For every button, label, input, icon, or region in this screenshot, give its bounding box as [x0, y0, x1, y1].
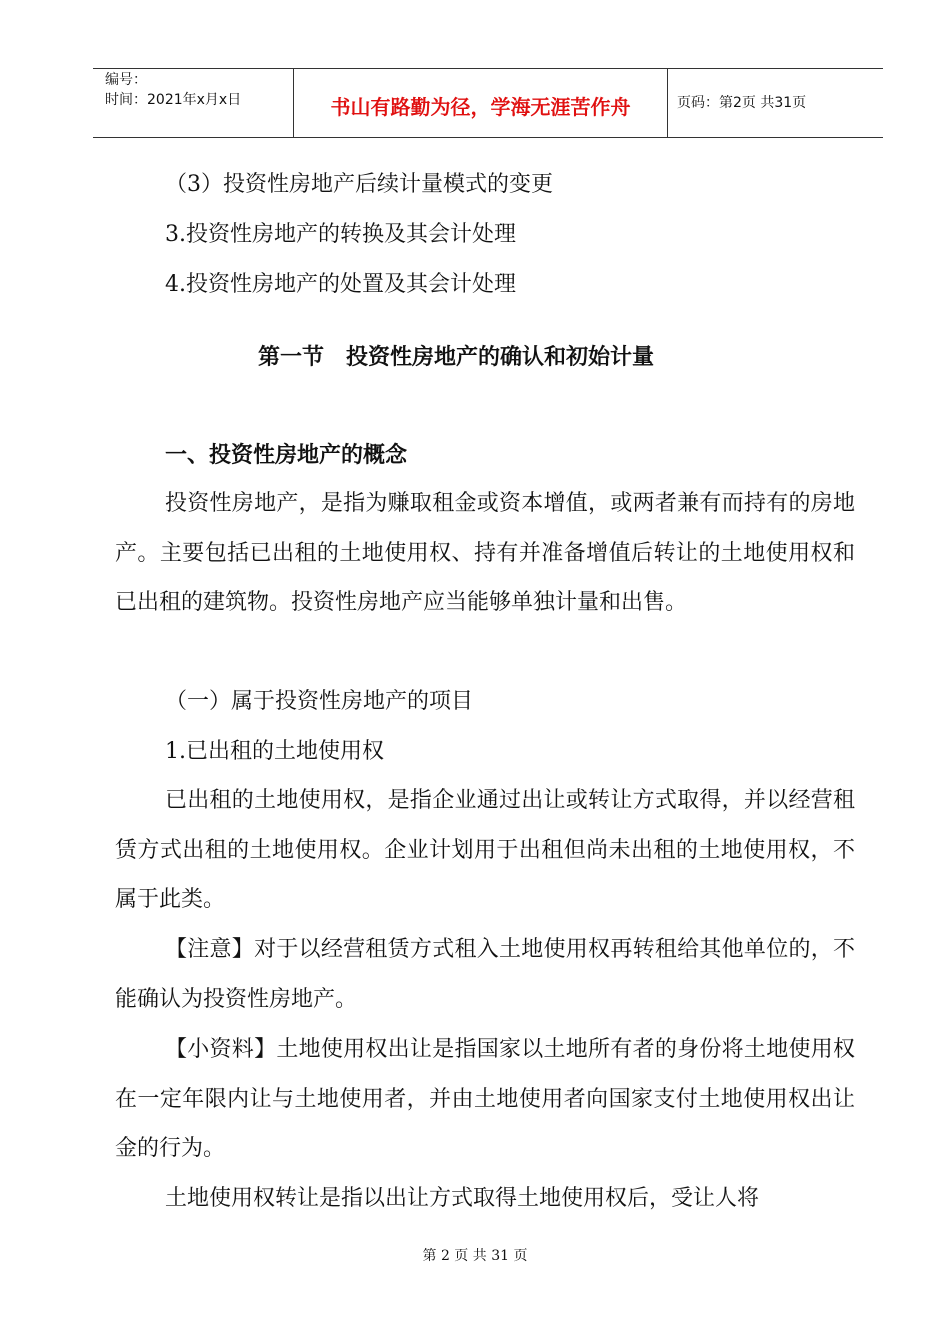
outline-item: （3）投资性房地产后续计量模式的变更: [165, 172, 553, 197]
document-time-label: 时间：2021年x月x日: [105, 92, 242, 108]
body-paragraph: 已出租的土地使用权，是指企业通过出让或转让方式取得，并以经营租赁方式出租的土地使用权。企业计划用于出租但尚未出租的土地使用权，不属于此类。: [115, 788, 855, 913]
body-paragraph: 【小资料】土地使用权出让是指国家以土地所有者的身份将土地使用权在一定年限内让与土地使用者，并由土地使用者向国家支付土地使用权出让金的行为。: [115, 1037, 855, 1162]
header-meta-cell: [93, 69, 293, 137]
body-paragraph: 投资性房地产，是指为赚取租金或资本增值，或两者兼有而持有的房地产。主要包括已出租的土地使用权、持有并准备增值后转让的土地使用权和已出租的建筑物。投资性房地产应当能够单独计量和出售。: [115, 491, 855, 616]
body-paragraph: 【注意】对于以经营租赁方式租入土地使用权再转租给其他单位的，不能确认为投资性房地产。: [115, 937, 855, 1012]
header-motto: 书山有路勤为径，学海无涯苦作舟: [330, 95, 631, 119]
outline-item: 4.投资性房地产的处置及其会计处理: [165, 272, 516, 297]
header-page-cell: [667, 69, 883, 137]
header-motto-cell: [293, 69, 668, 137]
header-page-info: 页码：第2页 共31页: [677, 95, 807, 111]
page-footer: 第 2 页 共 31 页: [422, 1248, 528, 1264]
subsection-title: 一、投资性房地产的概念: [165, 443, 408, 468]
body-subheading: （一）属于投资性房地产的项目: [165, 689, 474, 714]
document-number-label: 编号：: [105, 72, 147, 88]
section-title: 第一节 投资性房地产的确认和初始计量: [258, 345, 655, 370]
body-paragraph: 土地使用权转让是指以出让方式取得土地使用权后，受让人将: [165, 1186, 760, 1211]
body-subheading: 1.已出租的土地使用权: [165, 739, 384, 764]
document-header: [93, 68, 883, 138]
outline-item: 3.投资性房地产的转换及其会计处理: [165, 222, 516, 247]
